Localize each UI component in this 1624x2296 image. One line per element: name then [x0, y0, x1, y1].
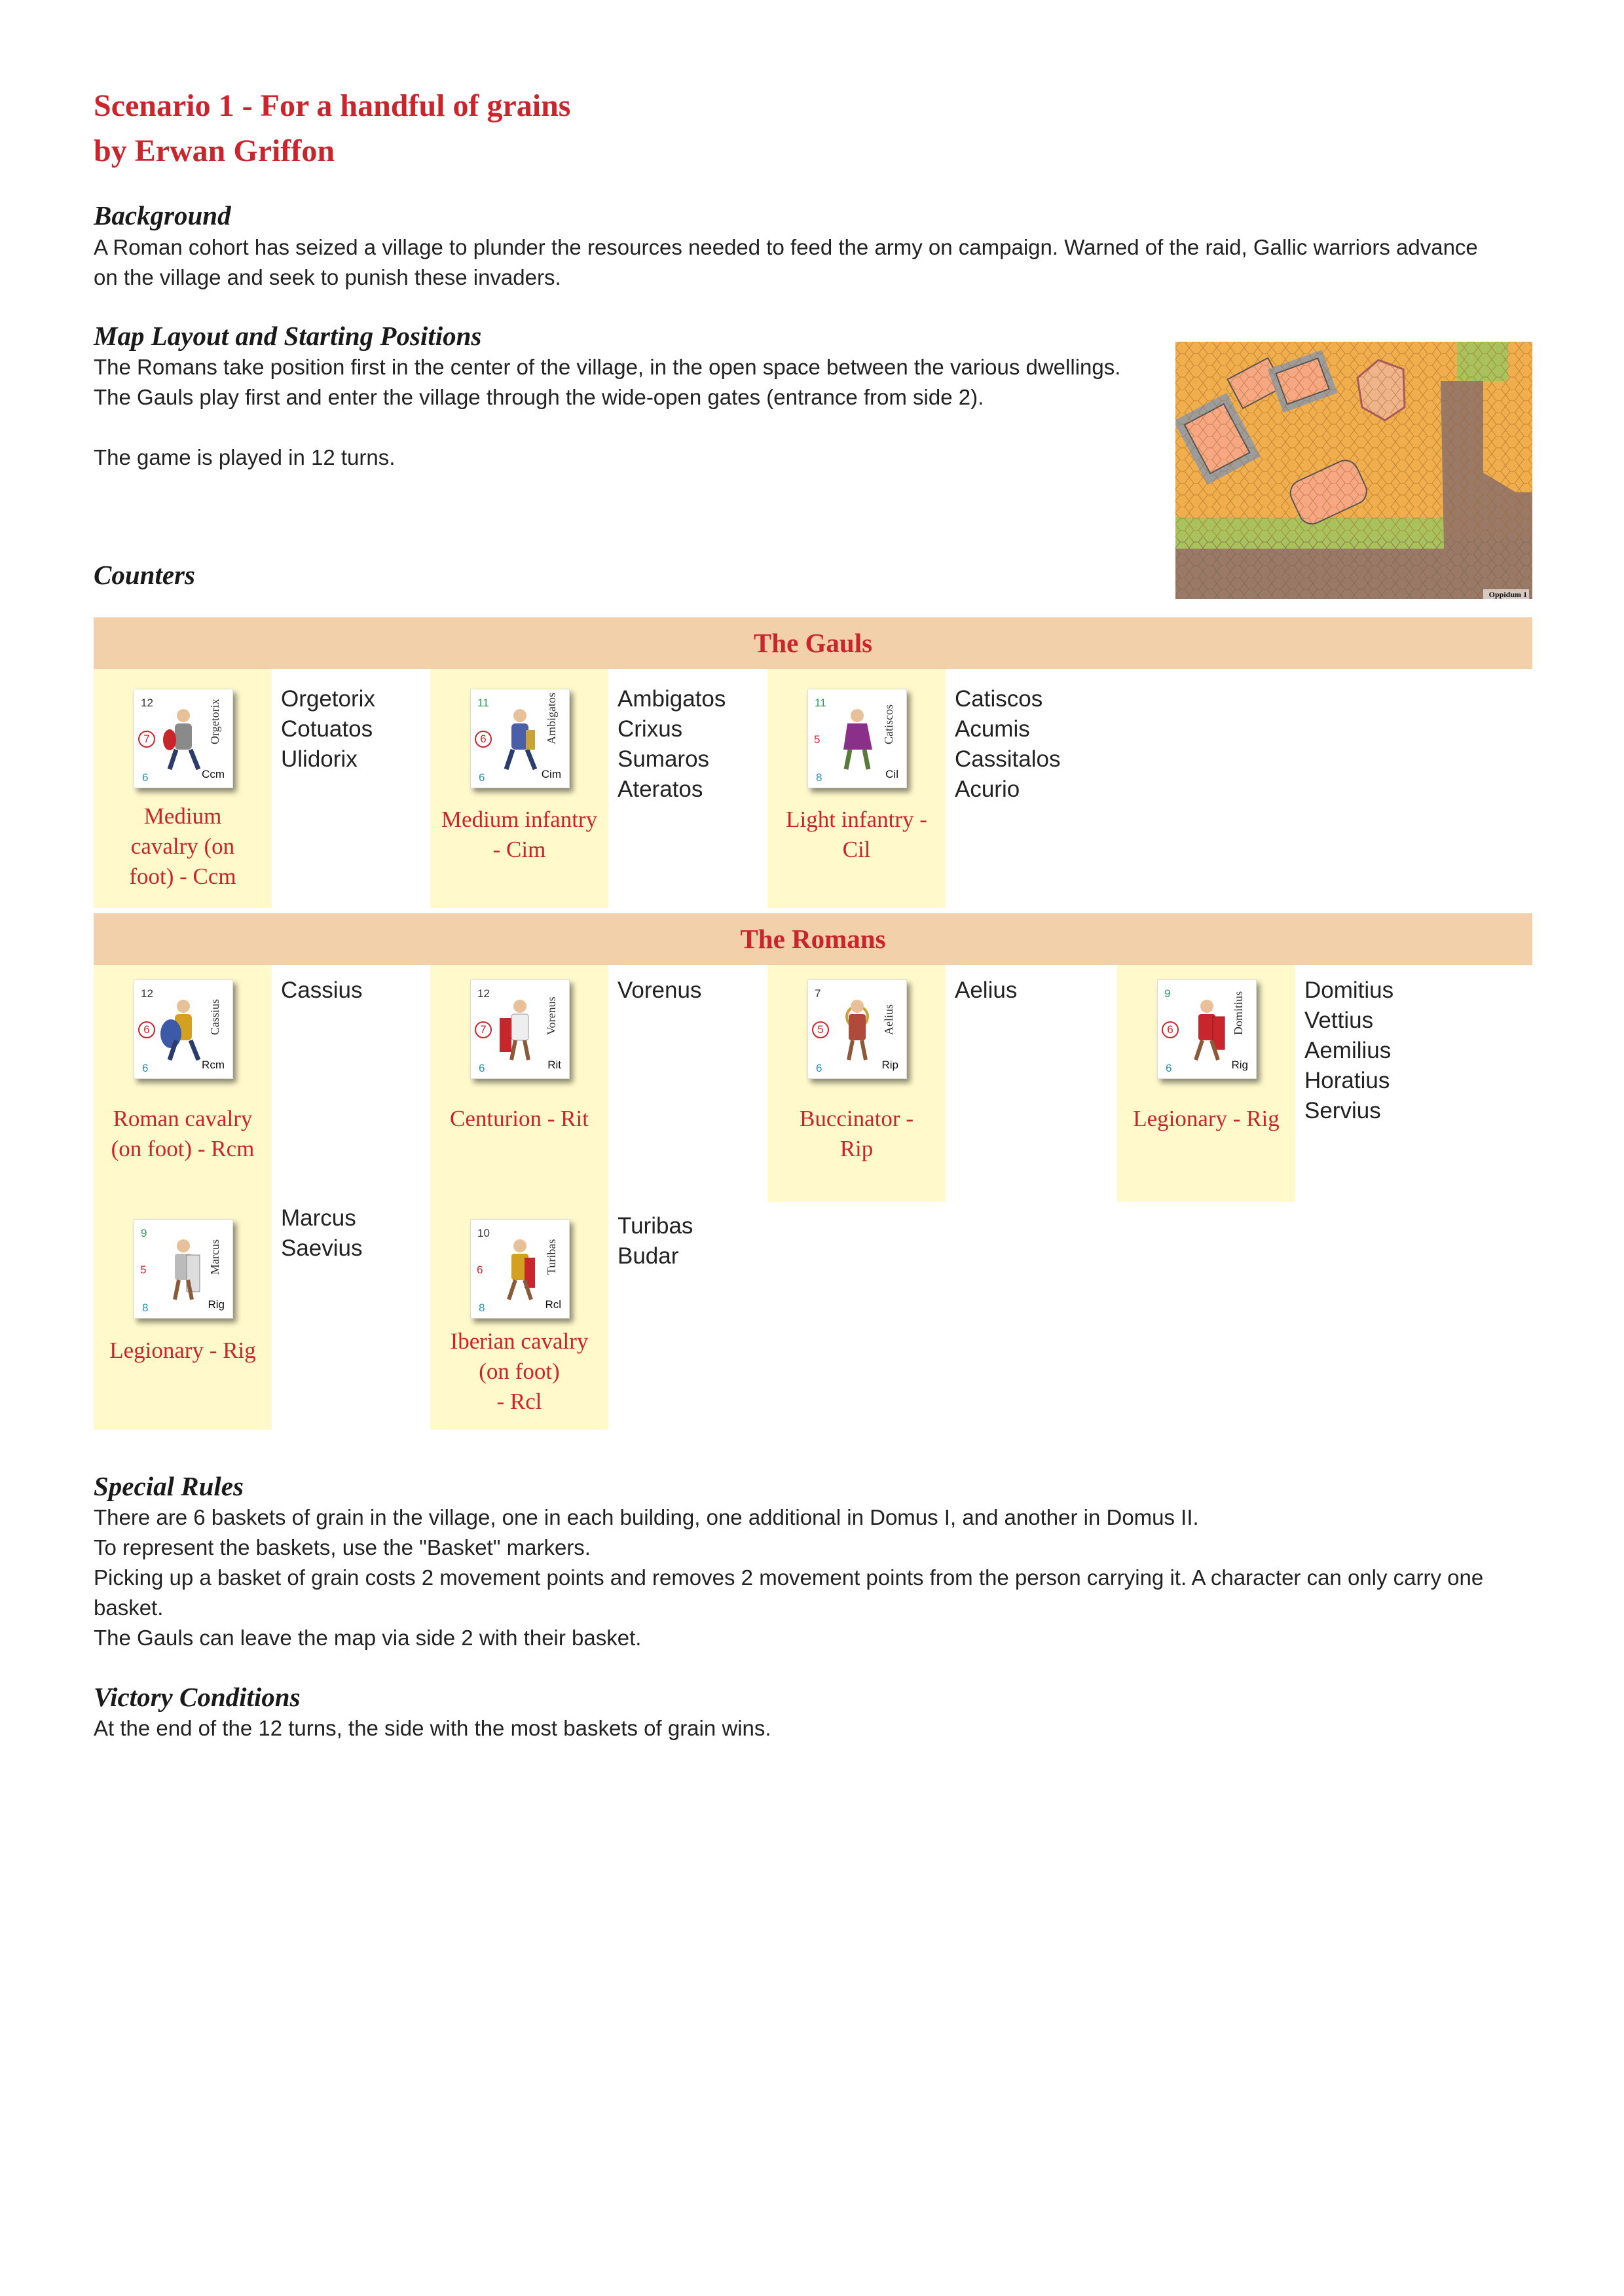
- unit-name: Cassius: [281, 977, 363, 1003]
- counter-token: [134, 979, 233, 1079]
- counter-name: Vorenus: [545, 996, 558, 1035]
- counter-bottom-value: 6: [479, 1062, 485, 1074]
- unit-name: Saevius: [281, 1235, 363, 1261]
- unit-name: Budar: [618, 1243, 679, 1269]
- warrior-figure-icon: [1184, 994, 1230, 1066]
- unit-name: Crixus: [618, 716, 683, 742]
- unit-caption-line: Cil: [842, 837, 871, 862]
- map-layout-heading: Map Layout and Starting Positions: [94, 321, 482, 351]
- counter-name: Marcus: [208, 1239, 221, 1275]
- counter-mid-value: 7: [475, 1021, 492, 1038]
- counter-code: Rcl: [545, 1298, 561, 1311]
- counter-code: Rig: [1231, 1059, 1248, 1071]
- unit-name: Vettius: [1304, 1008, 1374, 1033]
- counter-name: Ambigatos: [545, 693, 558, 744]
- counter-bottom-value: 8: [816, 771, 822, 784]
- warrior-figure-icon: [160, 994, 206, 1066]
- unit-names: [281, 1203, 363, 1264]
- unit-caption-line: Rip: [840, 1136, 874, 1161]
- counter-top-value: 12: [477, 987, 490, 1000]
- counter-cell: [94, 669, 272, 908]
- map-layout-line: The Gauls play first and enter the village through the wide-open gates (entrance from side 2).: [94, 385, 984, 409]
- unit-caption: [1117, 1104, 1295, 1134]
- scenario-title: Scenario 1 - For a handful of grains: [94, 88, 571, 123]
- special-rules-heading: Special Rules: [94, 1471, 244, 1501]
- counter-bottom-value: 6: [142, 1062, 149, 1074]
- unit-caption-line: (on foot): [479, 1358, 560, 1384]
- counter-top-value: 7: [815, 987, 821, 1000]
- unit-caption-line: - Rcl: [496, 1389, 542, 1414]
- counter-bottom-value: 8: [142, 1302, 149, 1314]
- counter-bottom-value: 6: [816, 1062, 822, 1074]
- unit-name: Vorenus: [618, 977, 702, 1003]
- counter-mid-value: 5: [814, 733, 821, 746]
- map-layout-line: The Romans take position first in the center of the village, in the open space between the various dwellings.: [94, 355, 1121, 379]
- special-rules-line: There are 6 baskets of grain in the village, one in each building, one additional in Domus I, and another in Domus II.: [94, 1505, 1199, 1529]
- unit-name: Turibas: [618, 1213, 693, 1239]
- unit-name: Domitius: [1304, 977, 1394, 1003]
- counter-mid-value: 7: [138, 731, 155, 748]
- unit-caption-line: (on foot) - Rcm: [111, 1136, 255, 1161]
- unit-name: Acumis: [955, 716, 1030, 742]
- counter-token: [470, 979, 570, 1079]
- counter-cell: [94, 965, 272, 1202]
- village-map: [1175, 342, 1532, 599]
- counter-top-value: 10: [477, 1227, 490, 1239]
- counter-code: Rip: [881, 1059, 898, 1071]
- counter-top-value: 11: [815, 697, 826, 709]
- special-rules-text: [94, 1503, 1483, 1653]
- counter-token: [134, 1219, 233, 1319]
- counter-top-value: 11: [477, 697, 489, 709]
- counter-mid-value: 5: [140, 1264, 147, 1276]
- unit-names: [955, 684, 1060, 805]
- counter-mid-value: 5: [812, 1021, 829, 1038]
- unit-name: Ulidorix: [281, 746, 358, 772]
- unit-caption-line: Iberian cavalry: [450, 1328, 589, 1354]
- unit-names: [281, 975, 362, 1006]
- unit-name: Cotuatos: [281, 716, 373, 742]
- unit-caption: [430, 1104, 608, 1134]
- background-line: on the village and seek to punish these invaders.: [94, 265, 561, 289]
- unit-names: [618, 975, 701, 1006]
- map-layout-text: [94, 352, 1120, 473]
- unit-caption-line: Medium: [143, 803, 222, 829]
- romans-band: The Romans: [94, 913, 1532, 965]
- victory-text: [94, 1713, 771, 1743]
- unit-name: Aelius: [955, 977, 1018, 1003]
- counter-cell: [767, 965, 946, 1202]
- counter-cell: [1117, 965, 1295, 1202]
- counter-token: [1157, 979, 1257, 1079]
- counter-mid-value: 6: [477, 1264, 483, 1276]
- warrior-figure-icon: [160, 1234, 206, 1306]
- warrior-figure-icon: [160, 704, 206, 776]
- unit-caption-line: Legionary - Rig: [109, 1338, 256, 1363]
- unit-caption-line: Centurion - Rit: [450, 1106, 589, 1131]
- warrior-figure-icon: [497, 994, 543, 1066]
- unit-caption: [94, 801, 272, 892]
- unit-name: Acurio: [955, 776, 1020, 802]
- unit-caption-line: cavalry (on: [130, 833, 235, 859]
- unit-name: Marcus: [281, 1205, 356, 1231]
- unit-name: Servius: [1304, 1098, 1381, 1123]
- unit-caption: [94, 1336, 272, 1366]
- warrior-figure-icon: [497, 1234, 543, 1306]
- special-rules-line: To represent the baskets, use the "Basket" markers.: [94, 1535, 591, 1559]
- unit-names: [618, 1211, 693, 1271]
- counter-cell: [94, 1202, 272, 1430]
- unit-caption: [767, 1104, 946, 1164]
- unit-names: [955, 975, 1017, 1006]
- counter-token: [807, 689, 907, 788]
- background-text: [94, 232, 1478, 293]
- unit-caption: [430, 1326, 608, 1417]
- counter-cell: [430, 669, 608, 908]
- special-rules-line: Picking up a basket of grain costs 2 movement points and removes 2 movement points from the person carrying it. A character can only carry one: [94, 1565, 1484, 1590]
- gauls-band: The Gauls: [94, 617, 1532, 669]
- counter-code: Rit: [547, 1059, 561, 1071]
- unit-caption-line: Legionary - Rig: [1133, 1106, 1280, 1131]
- unit-names: [1304, 975, 1393, 1126]
- counter-name: Cassius: [208, 998, 221, 1035]
- unit-name: Horatius: [1304, 1068, 1390, 1093]
- counter-cell: [430, 1202, 608, 1430]
- counter-cell: [767, 669, 946, 908]
- unit-caption: [767, 805, 946, 865]
- counter-top-value: 9: [1164, 987, 1171, 1000]
- special-rules-line: The Gauls can leave the map via side 2 with their basket.: [94, 1626, 642, 1650]
- counter-top-value: 12: [141, 697, 153, 709]
- unit-name: Orgetorix: [281, 686, 375, 712]
- counter-token: [134, 689, 233, 788]
- background-heading: Background: [94, 200, 231, 230]
- counter-token: [470, 689, 570, 788]
- counter-name: Orgetorix: [208, 699, 221, 744]
- unit-name: Ateratos: [618, 776, 703, 802]
- warrior-figure-icon: [497, 704, 543, 776]
- background-line: A Roman cohort has seized a village to plunder the resources needed to feed the army on campaign. Warned of the raid, Gallic warriors advance: [94, 235, 1478, 259]
- unit-caption: [430, 805, 608, 865]
- unit-name: Catiscos: [955, 686, 1043, 712]
- map-layout-line: The game is played in 12 turns.: [94, 445, 396, 469]
- counter-bottom-value: 6: [142, 771, 149, 784]
- map-layout-line: [94, 412, 1120, 443]
- counter-code: Rig: [208, 1298, 225, 1311]
- counter-token: [807, 979, 907, 1079]
- counter-cell: [430, 965, 608, 1202]
- counter-mid-value: 6: [475, 731, 492, 748]
- counter-code: Ccm: [202, 768, 225, 780]
- counter-code: Cim: [541, 768, 561, 780]
- unit-caption-line: foot) - Ccm: [129, 864, 236, 889]
- unit-caption-line: Medium infantry: [441, 807, 598, 832]
- unit-name: Ambigatos: [618, 686, 726, 712]
- unit-caption-line: Buccinator -: [800, 1106, 913, 1131]
- counter-bottom-value: 6: [479, 771, 485, 784]
- counter-name: Aelius: [882, 1004, 895, 1035]
- unit-caption-line: Roman cavalry: [113, 1106, 253, 1131]
- counter-name: Catiscos: [882, 704, 895, 744]
- unit-name: Sumaros: [618, 746, 710, 772]
- unit-names: [281, 684, 375, 774]
- special-rules-line: basket.: [94, 1595, 164, 1620]
- unit-name: Cassitalos: [955, 746, 1061, 772]
- counter-token: [470, 1219, 570, 1319]
- scenario-author: by Erwan Griffon: [94, 134, 335, 168]
- counters-heading: Counters: [94, 560, 195, 590]
- counter-top-value: 9: [141, 1227, 147, 1239]
- counter-mid-value: 6: [138, 1021, 155, 1038]
- counter-name: Turibas: [545, 1239, 558, 1275]
- counter-mid-value: 6: [1162, 1021, 1179, 1038]
- victory-heading: Victory Conditions: [94, 1682, 301, 1712]
- counter-code: Cil: [885, 768, 898, 780]
- map-label: Oppidum 1: [1488, 590, 1527, 599]
- unit-name: Aemilius: [1304, 1038, 1392, 1063]
- unit-caption: [94, 1104, 272, 1164]
- counter-bottom-value: 8: [479, 1302, 485, 1314]
- counter-name: Domitius: [1232, 991, 1245, 1035]
- unit-caption-line: - Cim: [492, 837, 546, 862]
- unit-caption-line: Light infantry -: [786, 807, 927, 832]
- warrior-figure-icon: [834, 704, 880, 776]
- counter-top-value: 12: [141, 987, 153, 1000]
- warrior-figure-icon: [834, 994, 880, 1066]
- unit-names: [618, 684, 726, 805]
- counter-bottom-value: 6: [1166, 1062, 1172, 1074]
- victory-line: At the end of the 12 turns, the side with the most baskets of grain wins.: [94, 1716, 771, 1740]
- counter-code: Rcm: [202, 1059, 225, 1071]
